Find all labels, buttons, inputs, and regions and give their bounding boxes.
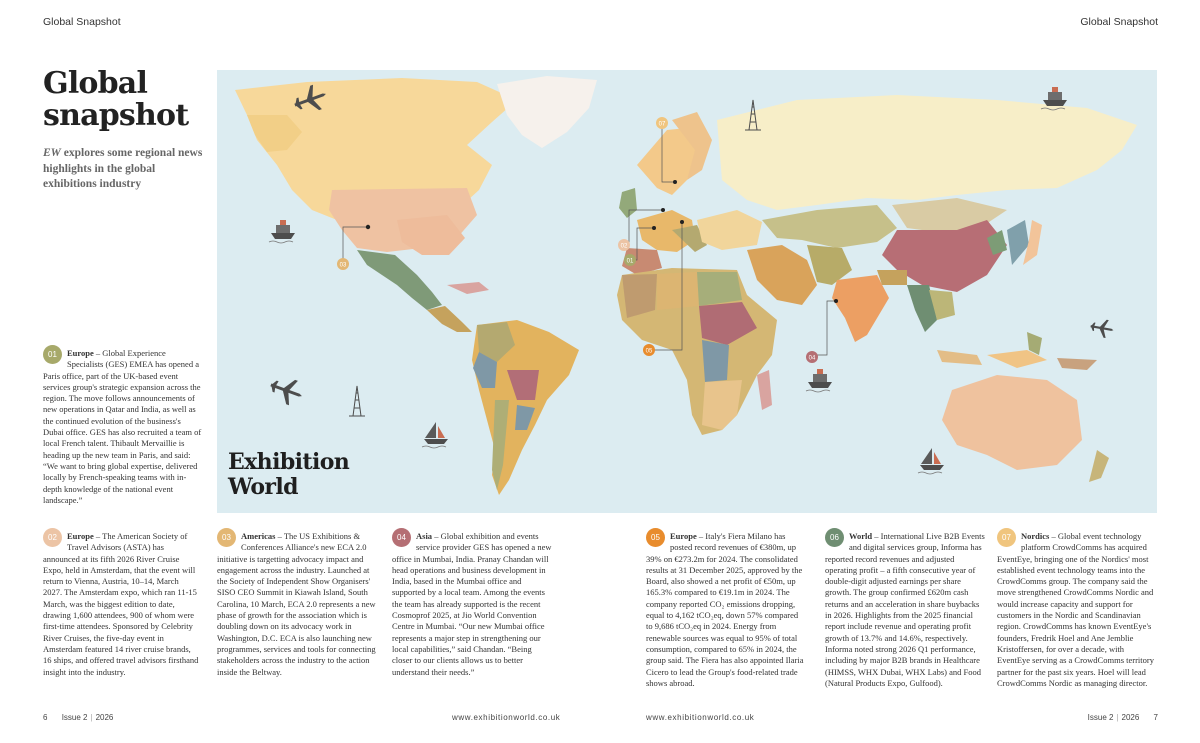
news-region: Europe: [67, 348, 94, 358]
news-number-badge: 04: [392, 528, 411, 547]
news-text: – Italy's Fiera Milano has posted record revenues of €380m, up 39% on €273.2m for 2024. The consolidated results at 31 December 2025, approved by the Board, also showed a net profit of €50m, up 165.3% compared to €19.1m in 2024. The company reported CO₂ emissions dropping, equal to 4,162 tCO₂eq, down 57% compared to 9,686 tCO₂eq in 2024. Energy from renewable sources was equal to 95% of total consumption, compared to 65% in 2024, the group said. The Fiera has also appointed Ilaria Cicero to lead the Group's food-related trade shows abroad.: [646, 531, 804, 688]
africa: [617, 268, 777, 435]
page-number: 6: [43, 713, 48, 722]
issue-label: Issue 2: [1087, 713, 1114, 722]
footer-right: Issue 2 | 2026 7: [1087, 713, 1158, 722]
news-text: – International Live B2B Events and digital services group, Informa has reported record revenues and adjusted operating profit – a fifth consecutive year of double-digit adjusted earnings per share growth. The group confirmed £620m cash returns and an acceleration in share buybacks in 2026. Highlights from the 2025 financial report include revenue and operating profit growth of 13.7% and 14.6%, respectively. Informa noted strong 2026 Q1 performance, including by major B2B brands in Healthcare (HIMSS, WHX Dubai, WHX Labs) and Food (Natural Products Expo, Gulfood).: [825, 531, 985, 688]
news-region: World: [849, 531, 873, 541]
news-region: Europe: [67, 531, 94, 541]
oceania: [942, 375, 1109, 482]
news-item-04: [392, 528, 552, 678]
airplane-icon: [266, 373, 306, 409]
issue-year: 2026: [1121, 713, 1140, 722]
footer-url-left[interactable]: www.exhibitionworld.co.uk: [452, 713, 561, 722]
news-text: – The US Exhibitions & Conferences Alliance's new ECA 2.0 initiative is targetting advocacy impact and engagement across the industry. Launched at the Society of Independent Show Organisers' SISO CEO Summit in Kiawah Island, South Carolina, 10 March, ECA 2.0 represents a new phase of growth for the association which is doubling down on its advocacy work in Washington, D.C. ECA is also launching new programmes, services and tools for connecting stakeholders across the industry to the action inside the Beltway.: [217, 531, 376, 677]
news-item-07: [997, 528, 1157, 689]
news-number-badge: 05: [646, 528, 665, 547]
news-region: Europe: [670, 531, 697, 541]
logo-line-1: Exhibition: [228, 449, 350, 475]
issue-year: 2026: [95, 713, 114, 722]
running-head-right: Global Snapshot: [1080, 16, 1158, 28]
footer-url-right[interactable]: www.exhibitionworld.co.uk: [646, 713, 755, 722]
sailboat-icon: [918, 448, 944, 474]
news-text: – Global Experience Specialists (GES) EMEA has opened a Paris office, part of the UK-based event services group's strategic expansion across the region. The move follows announcements of new operations in Qatar and India, as well as the continued evolution of the business's Dubai office. GES has also recruited a team of local French talent. Thibault Mervaillie is heading up the new team in Paris, and said: “We want to bring global expertise, delivered locally by French-speaking teams with in-depth knowledge of the national event landscape.”: [43, 348, 202, 505]
news-number-badge: 06: [825, 528, 844, 547]
news-number-badge: 01: [43, 345, 62, 364]
page-intro: [43, 146, 205, 193]
intro-text: explores some regional news highlights in the global exhibitions industry: [43, 147, 203, 190]
russia: [717, 95, 1137, 210]
southeast-asia: [937, 332, 1097, 370]
map-marker-04: 04: [808, 355, 816, 362]
news-region: Americas: [241, 531, 276, 541]
news-text: – The American Society of Travel Advisors (ASTA) has announced at its fifth 2026 River Cruise Expo, held in Amsterdam, that the event will return to Vienna, Austria, 10–14, March 2027. The Amsterdam expo, which ran 11-15 March, was the biggest edition to date, drawing 1,600 attendees, 900 of whom were first-time attendees. Sponsored by Celebrity River Cruises, the five-day event in Amsterdam featured 14 river cruise brands, 16 ships, and offered travel advisors firsthand insight into the industry.: [43, 531, 199, 677]
map-marker-03: 03: [339, 262, 347, 269]
oil-rig-icon: [349, 386, 365, 416]
cruise-ship-icon: [269, 220, 295, 243]
page-number: 7: [1153, 713, 1158, 722]
news-item-03: [217, 528, 377, 678]
news-item-01: [43, 345, 203, 506]
running-head-left: Global Snapshot: [43, 16, 121, 28]
airplane-icon: [1089, 317, 1115, 339]
map-marker-05: 05: [645, 348, 653, 355]
map-marker-07: 07: [658, 121, 666, 128]
intro-lead: EW: [43, 147, 61, 159]
news-item-05: [646, 528, 806, 689]
cruise-ship-icon: [806, 369, 832, 392]
news-region: Asia: [416, 531, 433, 541]
logo-line-2: World: [228, 474, 298, 500]
greenland: [497, 76, 597, 148]
news-region: Nordics: [1021, 531, 1050, 541]
news-number-badge: 02: [43, 528, 62, 547]
magazine-logo: [228, 450, 349, 500]
world-map-graphic: [217, 70, 1157, 513]
asia: [747, 198, 1029, 342]
north-america: [235, 78, 517, 332]
footer-left: 6 Issue 2 | 2026: [43, 713, 114, 722]
map-marker-02: 02: [620, 243, 628, 250]
map-marker-01: 01: [626, 258, 634, 265]
news-text: – Global exhibition and events service provider GES has opened a new office in Mumbai, India. Pranay Chandan will head operations and business development in India, based in the Mumbai office and supported by a local team. Among the events the team has already supported is the recent Cosmoprof 2025, at Jio World Convention Centre in Mumbai. “Our new Mumbai office represents a major step in strengthening our local capabilities,” said Chandan. “Being closer to our clients allows us to better understand their needs.”: [392, 531, 552, 677]
news-item-02: [43, 528, 199, 678]
news-number-badge: 07: [997, 528, 1016, 547]
news-number-badge: 03: [217, 528, 236, 547]
south-america: [472, 320, 579, 495]
sailboat-icon: [422, 422, 448, 448]
world-map: [217, 70, 1157, 513]
news-item-06: [825, 528, 985, 689]
issue-label: Issue 2: [61, 713, 88, 722]
news-text: – Global event technology platform CrowdComms has acquired EventEye, bringing one of the Nordics' most established event technology teams into the CrowdComms group. The company said the move strengthened CrowdComms Nordic and would increase capacity and support for customers in the Nordic and Scandinavian region. CrowdComms has known EventEye's founders, Fredrik Hoel and Ane Jemblie Kristoffersen, for over a decade, with EventEye serving as a CrowdComms territory partner for the past six years. Hoel will lead CrowdComms Nordic as managing director.: [997, 531, 1154, 688]
page-title: Global snapshot: [43, 66, 189, 133]
